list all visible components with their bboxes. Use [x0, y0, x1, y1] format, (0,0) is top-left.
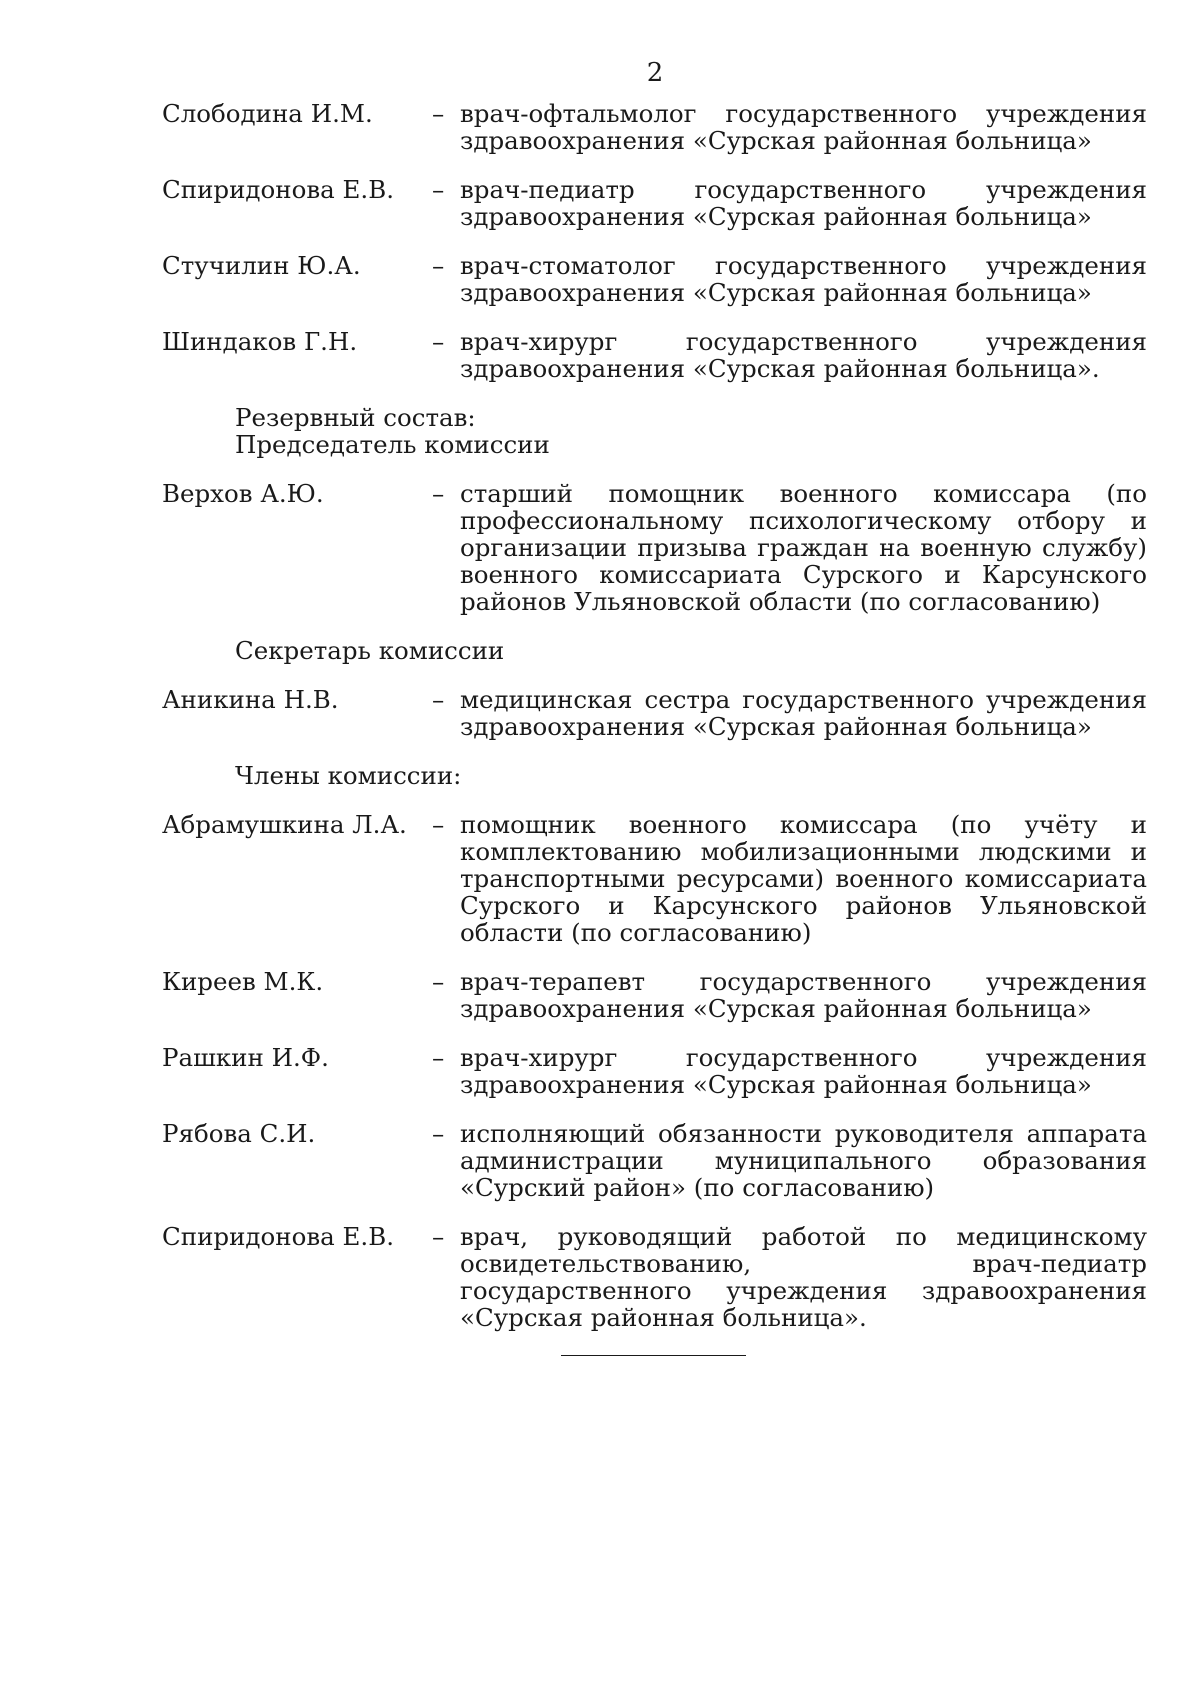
member-entry-spiridonova — [162, 176, 1147, 230]
member-name: Киреев М.К. — [162, 967, 324, 996]
member-name: Абрамушкина Л.А. — [162, 810, 407, 839]
dash: – — [432, 327, 445, 356]
member-name: Рябова С.И. — [162, 1119, 316, 1148]
dash: – — [432, 967, 445, 996]
dash: – — [432, 810, 445, 839]
member-name: Аникина Н.В. — [162, 685, 339, 714]
member-name: Верхов А.Ю. — [162, 479, 324, 508]
member-description: медицинская сестра государственного учреждения здравоохранения «Сурская районная больница» — [460, 685, 1147, 741]
member-entry-shindakov — [162, 328, 1147, 382]
chairman-heading: Председатель комиссии — [235, 430, 550, 459]
secretary-heading: Секретарь комиссии — [235, 636, 505, 665]
member-description: врач-хирург государственного учреждения здравоохранения «Сурская районная больница» — [460, 1043, 1147, 1099]
secretary-entry — [162, 686, 1147, 740]
member-entry-slobodina — [162, 100, 1147, 154]
dash: – — [432, 1222, 445, 1251]
member-name: Рашкин И.Ф. — [162, 1043, 329, 1072]
member-description: врач-стоматолог государственного учреждения здравоохранения «Сурская районная больница» — [460, 251, 1147, 307]
member-name: Спиридонова Е.В. — [162, 175, 394, 204]
commission-list — [162, 100, 1147, 1353]
member-entry-spiridonova-reserve — [162, 1223, 1147, 1331]
member-entry-kireev — [162, 968, 1147, 1022]
dash: – — [432, 175, 445, 204]
dash: – — [432, 251, 445, 280]
member-description: помощник военного комиссара (по учёту и комплектованию мобилизационными людскими и транспортными ресурсами) военного комиссариата Сурского и Карсунского районов Ульяновской области (по согласованию) — [460, 810, 1147, 947]
page-number: 2 — [646, 58, 664, 88]
member-name: Спиридонова Е.В. — [162, 1222, 394, 1251]
member-entry-rashkin — [162, 1044, 1147, 1098]
member-description: врач, руководящий работой по медицинскому освидетельствованию, врач-педиатр государственного учреждения здравоохранения «Сурская районная больница». — [460, 1222, 1147, 1332]
chairman-entry — [162, 480, 1147, 615]
dash: – — [432, 1043, 445, 1072]
dash: – — [432, 479, 445, 508]
member-description: исполняющий обязанности руководителя аппарата администрации муниципального образования «Сурский район» (по согласованию) — [460, 1119, 1147, 1202]
member-name: Стучилин Ю.А. — [162, 251, 361, 280]
member-description: старший помощник военного комиссара (по профессиональному психологическому отбору и организации призыва граждан на военную службу) военного комиссариата Сурского и Карсунского районов Ульяновской области (по согласованию) — [460, 479, 1147, 616]
dash: – — [432, 1119, 445, 1148]
dash: – — [432, 685, 445, 714]
member-entry-abramushkina — [162, 811, 1147, 946]
member-name: Шиндаков Г.Н. — [162, 327, 358, 356]
end-separator-line — [561, 1355, 746, 1356]
members-heading: Члены комиссии: — [235, 761, 462, 790]
dash: – — [432, 99, 445, 128]
member-entry-ryabova — [162, 1120, 1147, 1201]
member-description: врач-педиатр государственного учреждения здравоохранения «Сурская районная больница» — [460, 175, 1147, 231]
member-description: врач-офтальмолог государственного учреждения здравоохранения «Сурская районная больница» — [460, 99, 1147, 155]
member-description: врач-хирург государственного учреждения здравоохранения «Сурская районная больница». — [460, 327, 1147, 383]
member-name: Слободина И.М. — [162, 99, 373, 128]
reserve-heading: Резервный состав: — [235, 403, 476, 432]
member-description: врач-терапевт государственного учреждения здравоохранения «Сурская районная больница» — [460, 967, 1147, 1023]
member-entry-stuchilin — [162, 252, 1147, 306]
